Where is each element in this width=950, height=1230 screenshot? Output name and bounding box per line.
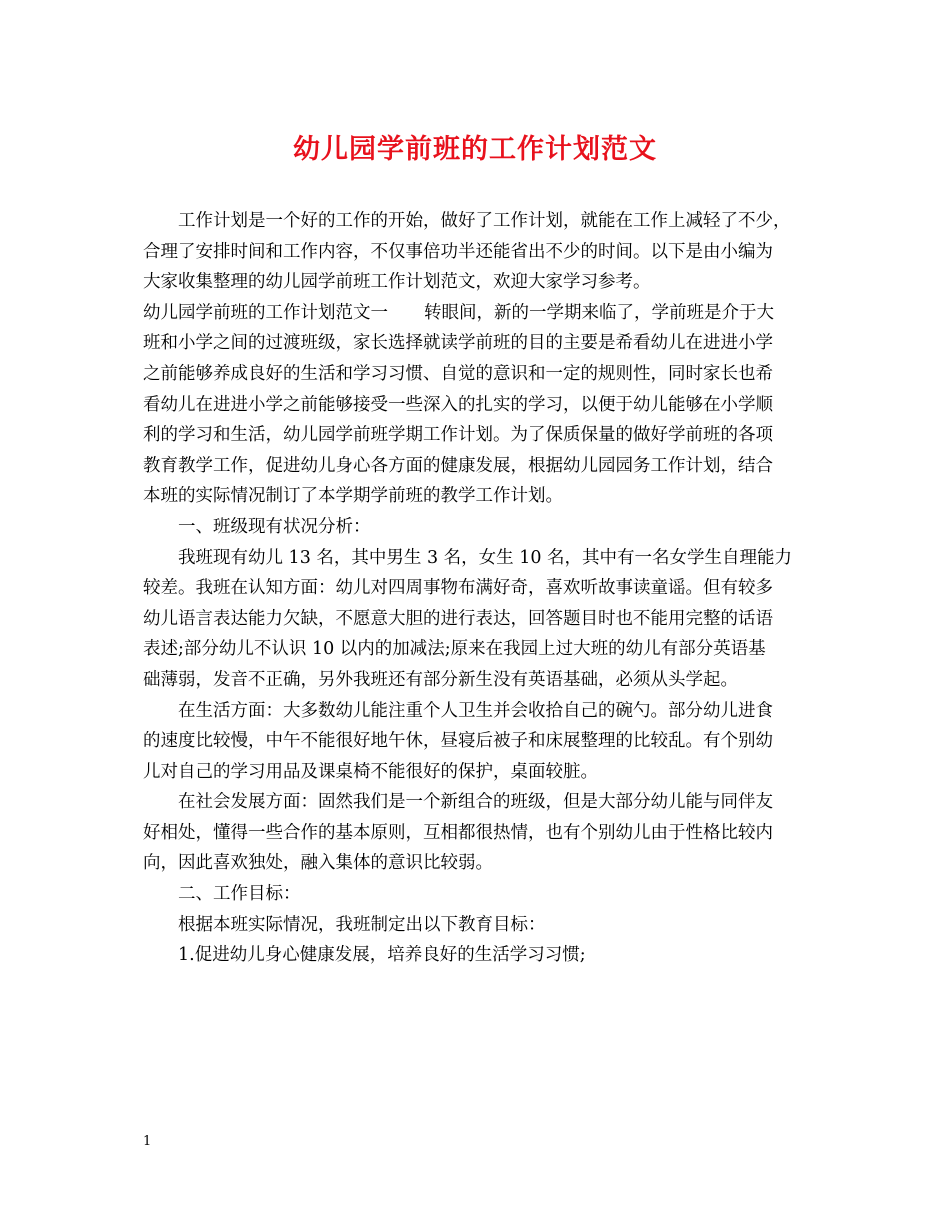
body-line: 合理了安排时间和工作内容，不仅事倍功半还能省出不少的时间。以下是由小编为 [143, 241, 773, 262]
body-line: 在社会发展方面：固然我们是一个新组合的班级，但是大部分幼儿能与同伴友 [178, 792, 773, 813]
body-line [143, 298, 813, 329]
body-line: 看幼儿在进进小学之前能够接受一些深入的扎实的学习，以便于幼儿能够在小学顺 [143, 394, 773, 415]
body-line: 我班现有幼儿 13 名，其中男生 3 名，女生 10 名，其中有一名女学生自理能力 [178, 547, 793, 568]
body-line: 向，因此喜欢独处，融入集体的意识比较弱。 [143, 853, 493, 874]
section-text: 转眼间，新的一学期来临了，学前班是介于大 [424, 302, 774, 323]
section-heading: 二、工作目标： [178, 884, 301, 905]
body-line: 较差。我班在认知方面：幼儿对四周事物布满好奇，喜欢听故事读童谣。但有较多 [143, 578, 773, 599]
body-line: 教育教学工作，促进幼儿身心各方面的健康发展，根据幼儿园园务工作计划，结合 [143, 455, 773, 476]
body-line: 好相处，懂得一些合作的基本原则，互相都很热情，也有个别幼儿由于性格比较内 [143, 822, 773, 843]
body-line: 根据本班实际情况，我班制定出以下教育目标： [178, 914, 546, 935]
body-line: 幼儿语言表达能力欠缺，不愿意大胆的进行表达，回答题目时也不能用完整的话语 [143, 608, 773, 629]
body-line: 在生活方面：大多数幼儿能注重个人卫生并会收拾自己的碗勺。部分幼儿进食 [178, 700, 773, 721]
body-line: 大家收集整理的幼儿园学前班工作计划范文，欢迎大家学习参考。 [143, 272, 651, 293]
body-line: 班和小学之间的过渡班级，家长选择就读学前班的目的主要是希看幼儿在进进小学 [143, 333, 773, 354]
body-line: 本班的实际情况制订了本学期学前班的教学工作计划。 [143, 486, 563, 507]
document-body [143, 206, 813, 971]
section-heading: 一、班级现有状况分析： [178, 516, 371, 537]
body-line: 的速度比较慢，中午不能很好地午休，昼寝后被子和床展整理的比较乱。有个别幼 [143, 731, 773, 752]
body-line: 利的学习和生活，幼儿园学前班学期工作计划。为了保质保量的做好学前班的各项 [143, 425, 773, 446]
page-number: 1 [143, 1134, 152, 1149]
body-line: 儿对自己的学习用品及课桌椅不能很好的保护，桌面较脏。 [143, 761, 598, 782]
document-title: 幼儿园学前班的工作计划范文 [293, 134, 657, 165]
body-line: 础薄弱，发音不正确，另外我班还有部分新生没有英语基础，必须从头学起。 [143, 669, 738, 690]
body-line: 之前能够养成良好的生活和学习习惯、自觉的意识和一定的规则性，同时家长也希 [143, 363, 773, 384]
list-item: 1.促进幼儿身心健康发展，培养良好的生活学习习惯; [178, 945, 586, 966]
section-heading: 幼儿园学前班的工作计划范文一 [143, 302, 388, 323]
body-line: 工作计划是一个好的工作的开始，做好了工作计划，就能在工作上减轻了不少， [178, 211, 791, 231]
body-line: 表述;部分幼儿不认识 10 以内的加减法;原来在我园上过大班的幼儿有部分英语基 [143, 639, 766, 660]
